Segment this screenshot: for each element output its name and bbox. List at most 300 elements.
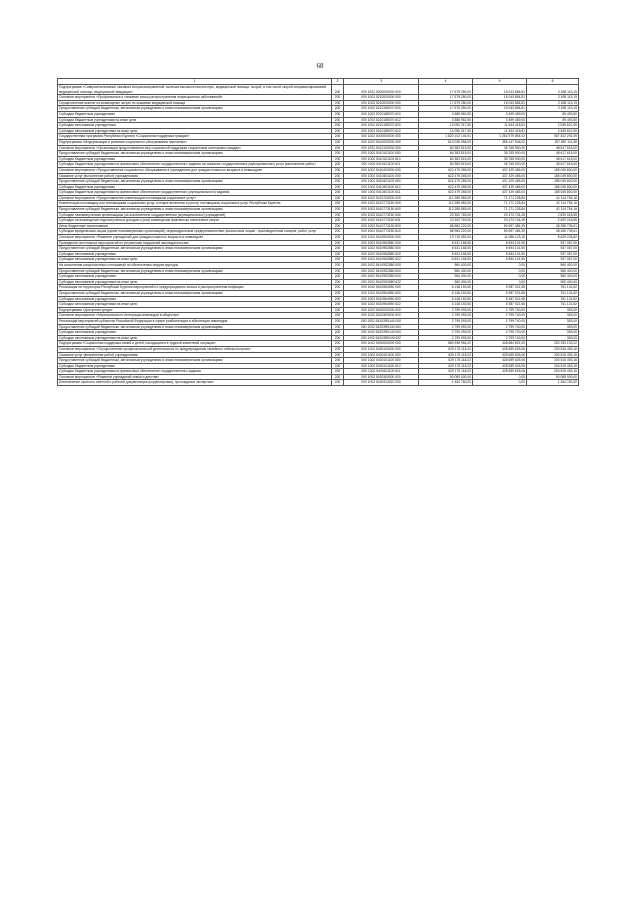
row-executed: 0,00 [473, 268, 527, 274]
row-approved: 629 175 118,22 [419, 369, 473, 375]
row-executed: 437 429 465,00 [473, 184, 527, 190]
row-classification: 000 1002 54109S2880 600 [344, 268, 419, 274]
row-code: 200 [332, 184, 344, 190]
row-executed: 71 171 228,84 [473, 195, 527, 201]
row-code: 200 [332, 201, 344, 207]
row-remaining: 960 400,00 [527, 279, 579, 285]
row-code: 200 [332, 179, 344, 185]
table-row [58, 85, 579, 95]
row-approved: 960 400,00 [419, 263, 473, 269]
row-name: Основное мероприятие «Осуществление профилактической деятельности по предупреждению семейного неблагополучия» [58, 346, 332, 352]
row-code: 200 [332, 218, 344, 224]
row-approved: 2 799 093,00 [419, 313, 473, 319]
row-classification: 000 1002 5410401100 000 [344, 173, 419, 179]
row-classification: 000 1002 54109S2880 620 [344, 274, 419, 280]
row-remaining: 41 114 754,16 [527, 195, 579, 201]
row-code: 200 [332, 145, 344, 151]
row-code: 200 [332, 111, 344, 117]
row-executed: 5 694 101,50 [473, 257, 527, 263]
row-name: Предоставление субсидий бюджетным, автономным учреждениям и иным некоммерческим организациям [58, 324, 332, 330]
row-approved: 629 175 118,22 [419, 352, 473, 358]
row-executed: 5 387 021,68 [473, 302, 527, 308]
row-approved: 6 631 168,50 [419, 251, 473, 257]
row-classification: 000 1002 5430101100 000 [344, 352, 419, 358]
row-name: Субсидии автономным учреждениям [58, 123, 332, 129]
row-name: Субсидии на возмещение недополученных доходов и (или) возмещение фактически понесенных затрат [58, 218, 332, 224]
row-code: 200 [332, 139, 344, 145]
row-code: 200 [332, 106, 344, 112]
row-name: Субсидии бюджетным учреждениям [58, 363, 332, 369]
row-approved: 1 820 102 146,51 [419, 134, 473, 140]
row-code: 200 [332, 290, 344, 296]
row-approved: 19 715 352,00 [419, 235, 473, 241]
row-code: 200 [332, 235, 344, 241]
row-name: Субсидии автономным учреждениям [58, 330, 332, 336]
row-name: Проведение неотложных мероприятий по устранению нарушений законодательства [58, 240, 332, 246]
row-name: Субсидии автономным учреждениям на иные цели [58, 128, 332, 134]
row-executed: 2 799 740,00 [473, 307, 527, 313]
row-name: Предоставление субсидий бюджетным, автономным учреждениям и иным некоммерческим организациям [58, 106, 332, 112]
page-number: 68 [316, 62, 324, 70]
row-code: 200 [332, 190, 344, 196]
row-code: 200 [332, 117, 344, 123]
row-code: 200 [332, 335, 344, 341]
row-classification: 000 1002 5430101100 600 [344, 358, 419, 364]
row-approved: 2 799 093,00 [419, 330, 473, 336]
row-remaining: 567 522 292,49 [527, 134, 579, 140]
row-code: 200 [332, 346, 344, 352]
row-executed: 0,00 [473, 380, 527, 386]
row-classification: 000 1002 5430101100 611 [344, 369, 419, 375]
row-code: 200 [332, 285, 344, 291]
row-classification: 000 1002 5430300000 000 [344, 374, 419, 380]
row-name: Оказание услуг (выполнение работ) учреждениями [58, 352, 332, 358]
row-classification: 000 1002 5410964950 600 [344, 290, 419, 296]
row-name: Основное мероприятие «Предоставление компенсации поставщикам социальных услуг» [58, 195, 332, 201]
row-classification: 000 1002 5410401100 600 [344, 179, 419, 185]
row-executed: 15 043 884,81 [473, 95, 527, 101]
table-body [58, 85, 579, 386]
column-header: 4 [419, 79, 473, 85]
row-code: 200 [332, 162, 344, 168]
row-classification: 000 1002 5420300000 000 [344, 313, 419, 319]
row-remaining: 2 635 115,19 [527, 85, 579, 95]
row-approved: 613 035 058,00 [419, 139, 473, 145]
row-executed: 2 799 740,00 [473, 335, 527, 341]
row-name: Подпрограмма «Совершенствование оказания специализированной, включая высокотехнологичную, медицинской помощи, скорой, в том числе скорой специализированной, медицинской помощи, медицинской эвакуации» [58, 85, 332, 95]
row-classification: 000 1002 54203R5140 600 [344, 324, 419, 330]
row-executed: 5 694 101,50 [473, 240, 527, 246]
row-executed: 428 659 625,06 [473, 346, 527, 352]
row-remaining: 937 067,00 [527, 251, 579, 257]
row-classification: 000 1002 5410773150 800 [344, 223, 419, 229]
row-approved: 6 631 168,50 [419, 240, 473, 246]
row-remaining: 41 114 754,16 [527, 201, 579, 207]
row-name: Иные бюджетные ассигнования [58, 223, 332, 229]
row-approved: 84 383 515,00 [419, 162, 473, 168]
row-code: 200 [332, 318, 344, 324]
row-name: Предоставление субсидий бюджетным, автономным учреждениям и иным некоммерческим организациям [58, 268, 332, 274]
row-name: Субсидии автономным учреждениям на иные цели [58, 335, 332, 341]
row-code: 200 [332, 100, 344, 106]
row-executed: 15 043 884,81 [473, 106, 527, 112]
row-classification: 000 1002 5400000000 000 [344, 134, 419, 140]
row-remaining: 200 515 493,16 [527, 346, 579, 352]
row-code: 200 [332, 128, 344, 134]
row-name: Государственная программа Республики Бурятия «Социальная поддержка граждан» [58, 134, 332, 140]
row-code: 200 [332, 85, 344, 95]
row-code: 200 [332, 358, 344, 364]
row-code: 200 [332, 369, 344, 375]
row-classification: 000 1002 5210000000 000 [344, 95, 419, 101]
row-approved: 14 090 317,50 [419, 128, 473, 134]
row-approved: 3 588 962,50 [419, 117, 473, 123]
row-name: Основное мероприятие «Развитие учреждений для граждан пожилого возраста и инвалидов» [58, 235, 332, 241]
row-classification: 000 1002 5430314010 000 [344, 380, 419, 386]
row-classification: 000 1002 5210185070 600 [344, 106, 419, 112]
row-name: Предоставление субсидий бюджетным, автономным учреждениям и иным некоммерческим организациям [58, 151, 332, 157]
row-remaining: 185 049 800,00 [527, 184, 579, 190]
row-classification: 000 1002 5410773150 810 [344, 229, 419, 235]
row-name: Подпрограмма «Модернизация и развитие социального обслуживания населения» [58, 139, 332, 145]
row-remaining: 2 829 018,55 [527, 218, 579, 224]
column-header: 3 [344, 79, 419, 85]
row-code: 200 [332, 380, 344, 386]
row-approved: 622 479 265,00 [419, 184, 473, 190]
row-classification: 000 1002 5410401100 610 [344, 184, 419, 190]
row-classification: 000 1002 5420000000 000 [344, 307, 419, 313]
row-remaining: 2 829 018,55 [527, 212, 579, 218]
row-classification: 000 1002 5410964950 620 [344, 296, 419, 302]
row-classification: 000 1002 5430101100 610 [344, 363, 419, 369]
row-executed: 437 429 465,00 [473, 167, 527, 173]
row-approved: 112 285 983,00 [419, 195, 473, 201]
row-classification: 000 1002 5430000000 000 [344, 341, 419, 347]
row-name: Субсидии бюджетным учреждениям на финансовое обеспечение государственного (муниципального) задания [58, 190, 332, 196]
row-approved: 23 302 763,00 [419, 212, 473, 218]
row-classification: 000 1002 5410101100 600 [344, 151, 419, 157]
row-name: Предоставление субсидий бюджетным, автономным учреждениям и иным некоммерческим организациям [58, 246, 332, 252]
row-code: 200 [332, 263, 344, 269]
row-remaining: 353,00 [527, 307, 579, 313]
row-executed: 2 799 740,00 [473, 313, 527, 319]
row-approved: 84 383 515,00 [419, 145, 473, 151]
row-code: 200 [332, 173, 344, 179]
row-classification: 000 1002 5210185070 622 [344, 128, 419, 134]
row-remaining: 48 617 615,00 [527, 156, 579, 162]
row-code: 200 [332, 195, 344, 201]
row-remaining: 2 545 621,69 [527, 128, 579, 134]
row-approved: 17 679 280,00 [419, 95, 473, 101]
row-classification: 000 1002 5210185070 612 [344, 117, 419, 123]
row-remaining: 185 049 800,00 [527, 190, 579, 196]
row-name: Изготовление проектно-сметной и рабочей документации (корректировка), прохождение экспертизы [58, 380, 332, 386]
row-remaining: 41 114 754,16 [527, 207, 579, 213]
row-classification: 000 1002 54203R5140 620 [344, 330, 419, 336]
row-executed: 3 499 469,00 [473, 111, 527, 117]
row-approved: 960 400,00 [419, 268, 473, 274]
row-code: 200 [332, 352, 344, 358]
row-executed: 428 684 801,00 [473, 341, 527, 347]
row-classification: 000 1002 54109S2880 000 [344, 263, 419, 269]
row-remaining: 89 493,50 [527, 117, 579, 123]
row-approved: 17 679 280,00 [419, 106, 473, 112]
row-executed: 35 765 900,00 [473, 151, 527, 157]
row-remaining: 353,00 [527, 324, 579, 330]
row-executed: 11 544 415,81 [473, 123, 527, 129]
row-name: Субсидии юридическим лицам (кроме некоммерческих организаций), индивидуальным предпринимателям, физическим лицам - производителям товаров, работ, услуг [58, 229, 332, 235]
row-approved: 2 799 093,00 [419, 324, 473, 330]
row-remaining: 200 515 493,16 [527, 358, 579, 364]
row-remaining: 960 400,00 [527, 263, 579, 269]
row-name: Субсидии бюджетным учреждениям [58, 111, 332, 117]
row-classification: 000 1002 5410773150 600 [344, 207, 419, 213]
row-code: 200 [332, 274, 344, 280]
row-executed: 428 659 625,06 [473, 369, 527, 375]
row-executed: 428 659 625,06 [473, 352, 527, 358]
row-classification: 000 1002 5410101100 611 [344, 162, 419, 168]
row-approved: 17 679 280,00 [419, 85, 473, 95]
row-remaining: 2 635 115,19 [527, 95, 579, 101]
row-executed: 2 799 740,00 [473, 324, 527, 330]
row-remaining: 937 067,00 [527, 240, 579, 246]
row-code: 200 [332, 330, 344, 336]
row-code: 200 [332, 240, 344, 246]
row-executed: 1 252 579 854,02 [473, 134, 527, 140]
row-code: 200 [332, 363, 344, 369]
row-executed: 428 659 625,06 [473, 358, 527, 364]
row-approved: 2 799 093,00 [419, 318, 473, 324]
row-code: 200 [332, 123, 344, 129]
row-name: Субсидии автономным учреждениям на иные цели [58, 302, 332, 308]
row-executed: 437 429 465,00 [473, 179, 527, 185]
row-approved: 622 479 265,00 [419, 179, 473, 185]
row-classification: 000 1002 54109S2880 622 [344, 279, 419, 285]
row-remaining: 1 454 760,00 [527, 380, 579, 386]
row-classification: 000 1002 5410962880 000 [344, 240, 419, 246]
row-remaining: 761 131,82 [527, 296, 579, 302]
row-remaining: 8 629 228,82 [527, 235, 579, 241]
row-name: Предоставление субсидий бюджетным, автономным учреждениям и иным некоммерческим организациям [58, 207, 332, 213]
row-approved: 88 983 220,00 [419, 223, 473, 229]
row-executed: 2 799 740,00 [473, 318, 527, 324]
row-executed: 428 659 625,06 [473, 363, 527, 369]
row-code: 200 [332, 268, 344, 274]
row-code: 200 [332, 302, 344, 308]
row-approved: 960 400,00 [419, 274, 473, 280]
row-name: Основное мероприятие «Развитие учреждений семьи и детства» [58, 374, 332, 380]
row-executed: 5 694 101,50 [473, 246, 527, 252]
row-remaining: 185 049 800,00 [527, 173, 579, 179]
row-classification: 000 1002 5410401100 611 [344, 190, 419, 196]
column-header: 1 [58, 79, 332, 85]
row-approved: 14 090 317,50 [419, 123, 473, 129]
row-classification: 000 1002 5410000000 000 [344, 139, 419, 145]
row-approved: 6 148 153,50 [419, 296, 473, 302]
row-code: 200 [332, 374, 344, 380]
row-approved: 112 285 983,00 [419, 201, 473, 207]
row-approved: 622 479 265,00 [419, 173, 473, 179]
row-executed: 20 473 744,45 [473, 212, 527, 218]
row-code: 200 [332, 95, 344, 101]
row-classification: 000 1002 54203R5140 622 [344, 335, 419, 341]
row-classification: 000 1002 5410400000 000 [344, 167, 419, 173]
row-remaining: 185 049 800,00 [527, 179, 579, 185]
row-remaining: 200 515 493,16 [527, 352, 579, 358]
row-executed: 0,00 [473, 374, 527, 380]
row-remaining: 937 067,00 [527, 257, 579, 263]
row-executed: 15 043 884,81 [473, 100, 527, 106]
row-approved: 6 148 153,50 [419, 290, 473, 296]
column-header: 6 [527, 79, 579, 85]
row-approved: 622 479 265,00 [419, 167, 473, 173]
row-executed: 50 697 484,39 [473, 223, 527, 229]
row-remaining: 353,00 [527, 335, 579, 341]
row-name: Субсидии бюджетным учреждениям на иные цели [58, 117, 332, 123]
row-executed: 0,00 [473, 263, 527, 269]
row-approved: 629 175 118,22 [419, 363, 473, 369]
row-code: 200 [332, 313, 344, 319]
row-code: 200 [332, 251, 344, 257]
row-name: Основное мероприятие «Мероприятия по интеграции инвалидов в общество» [58, 313, 332, 319]
row-name: Компенсация поставщику или поставщикам социальных услуг, которые включены в реестр поставщиков социальных услуг Республики Бурятия [58, 201, 332, 207]
row-classification: 000 1002 5410773150 631 [344, 218, 419, 224]
row-name: Основное мероприятие «Организация предоставления мер социальной поддержки социальным категориям граждан» [58, 145, 332, 151]
table-row [58, 380, 579, 386]
row-name: На исполнение концессионных соглашений по обеспечению инфраструктуры [58, 263, 332, 269]
row-name: Субсидии автономным учреждениям [58, 274, 332, 280]
row-approved: 629 175 118,22 [419, 346, 473, 352]
row-approved: 2 799 093,00 [419, 307, 473, 313]
row-classification: 000 1002 5410773150 630 [344, 212, 419, 218]
row-approved: 960 400,00 [419, 279, 473, 285]
row-remaining: 2 635 115,19 [527, 100, 579, 106]
row-classification: 000 1002 5410964950 622 [344, 302, 419, 308]
row-executed: 0,00 [473, 279, 527, 285]
row-classification: 000 1002 5410964950 000 [344, 285, 419, 291]
row-executed: 15 043 884,81 [473, 85, 527, 95]
row-remaining: 38 285 735,61 [527, 223, 579, 229]
row-name: Субсидии автономным учреждениям на иные цели [58, 257, 332, 263]
row-remaining: 2 635 115,19 [527, 106, 579, 112]
row-code: 200 [332, 257, 344, 263]
row-classification: 000 1002 54203R5140 000 [344, 318, 419, 324]
row-approved: 112 285 983,00 [419, 207, 473, 213]
row-remaining: 50 089 000,00 [527, 374, 579, 380]
row-name: Реализация мероприятий субъектов Российской Федерации в сфере реабилитации и абилитации инвалидов [58, 318, 332, 324]
row-name: Субсидии автономным учреждениям [58, 296, 332, 302]
row-code: 200 [332, 151, 344, 157]
row-remaining: 252 253 153,22 [527, 341, 579, 347]
row-executed: 35 765 900,00 [473, 145, 527, 151]
row-approved: 6 631 168,50 [419, 257, 473, 263]
row-code: 200 [332, 207, 344, 213]
row-remaining: 960 400,00 [527, 268, 579, 274]
row-name: Подпрограмма «Доступная среда» [58, 307, 332, 313]
row-remaining: 200 515 493,16 [527, 363, 579, 369]
row-name: Субсидии автономным учреждениям на иные цели [58, 279, 332, 285]
row-executed: 20 473 744,45 [473, 218, 527, 224]
row-remaining: 257 887 111,98 [527, 139, 579, 145]
row-code: 200 [332, 324, 344, 330]
row-executed: 11 544 415,81 [473, 128, 527, 134]
row-executed: 2 799 740,00 [473, 330, 527, 336]
row-approved: 88 983 220,00 [419, 229, 473, 235]
row-remaining: 960 400,00 [527, 274, 579, 280]
row-name: Предоставление субсидий бюджетным, автономным учреждениям и иным некоммерческим организациям [58, 179, 332, 185]
row-approved: 84 383 515,00 [419, 156, 473, 162]
budget-table [57, 78, 579, 386]
column-header: 5 [473, 79, 527, 85]
row-code: 200 [332, 156, 344, 162]
row-remaining: 48 617 615,00 [527, 151, 579, 157]
row-executed: 5 387 021,68 [473, 290, 527, 296]
row-code: 200 [332, 246, 344, 252]
row-remaining: 353,00 [527, 313, 579, 319]
row-executed: 0,00 [473, 274, 527, 280]
row-classification: 000 1002 5410962880 620 [344, 251, 419, 257]
row-remaining: 185 049 800,00 [527, 167, 579, 173]
row-classification: 000 1002 5210185070 610 [344, 111, 419, 117]
row-name: Осуществление выплат на возмещение затрат по оказанию медицинской помощи [58, 100, 332, 106]
row-name: Субсидии некоммерческим организациям (за исключением государственных (муниципальных) учреждений) [58, 212, 332, 218]
row-executed: 11 086 123,18 [473, 235, 527, 241]
row-classification: 000 1002 5430100000 000 [344, 346, 419, 352]
row-executed: 5 387 021,68 [473, 285, 527, 291]
row-classification: 000 1002 5410700000 000 [344, 195, 419, 201]
row-approved: 3 588 962,50 [419, 111, 473, 117]
row-name: Основное мероприятие «Профилактика и снижение риска распространения инфекционных заболеваний» [58, 95, 332, 101]
row-code: 200 [332, 229, 344, 235]
row-executed: 71 171 228,84 [473, 207, 527, 213]
row-remaining: 761 131,82 [527, 302, 579, 308]
row-executed: 5 694 101,50 [473, 251, 527, 257]
row-executed: 50 697 484,39 [473, 229, 527, 235]
row-remaining: 937 067,00 [527, 246, 579, 252]
row-remaining: 200 515 493,16 [527, 369, 579, 375]
row-code: 200 [332, 279, 344, 285]
row-code: 200 [332, 296, 344, 302]
row-code: 200 [332, 167, 344, 173]
row-classification: 000 1002 5410900000 000 [344, 235, 419, 241]
row-classification: 000 1002 5200000000 000 [344, 85, 419, 95]
row-code: 200 [332, 212, 344, 218]
row-name: Предоставление субсидий бюджетным, автономным учреждениям и иным некоммерческим организациям [58, 290, 332, 296]
row-name: Субсидии автономным учреждениям [58, 251, 332, 257]
row-executed: 3 499 469,00 [473, 117, 527, 123]
row-remaining: 48 617 615,00 [527, 162, 579, 168]
row-approved: 6 148 153,50 [419, 285, 473, 291]
row-remaining: 353,00 [527, 318, 579, 324]
row-remaining: 353,00 [527, 330, 579, 336]
row-name: Субсидии бюджетным учреждениям на финансовое обеспечение государственного задания [58, 369, 332, 375]
row-classification: 000 1002 5410773150 000 [344, 201, 419, 207]
row-name: Подпрограмма «Социальная поддержка семей и детей, находящихся в трудной жизненной ситуации» [58, 341, 332, 347]
row-executed: 437 429 465,00 [473, 190, 527, 196]
row-remaining: 761 131,82 [527, 290, 579, 296]
row-remaining: 48 617 615,00 [527, 145, 579, 151]
row-code: 200 [332, 307, 344, 313]
row-approved: 84 383 515,00 [419, 151, 473, 157]
row-approved: 6 631 168,50 [419, 246, 473, 252]
row-classification: 000 1002 5410100000 000 [344, 145, 419, 151]
row-approved: 1 454 760,00 [419, 380, 473, 386]
row-name: Субсидии бюджетным учреждениям [58, 184, 332, 190]
row-classification: 000 1002 5210185070 620 [344, 123, 419, 129]
row-approved: 622 479 265,00 [419, 190, 473, 196]
row-remaining: 761 131,82 [527, 285, 579, 291]
row-classification: 000 1002 5410962880 600 [344, 246, 419, 252]
